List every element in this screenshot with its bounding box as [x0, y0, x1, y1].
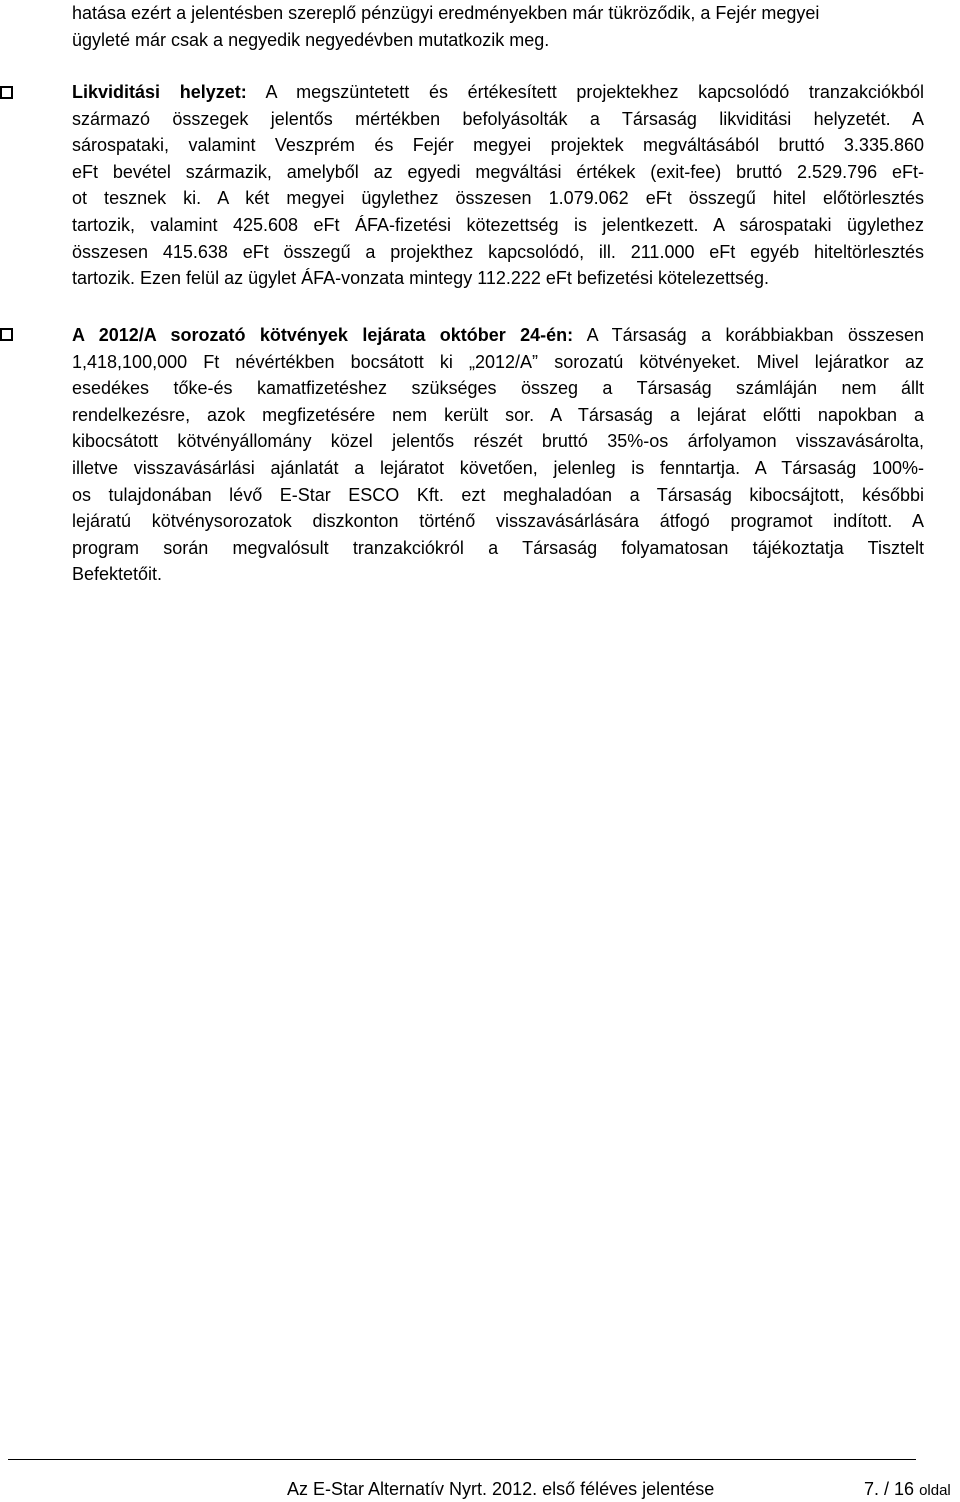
- liquidity-line-1: Likviditási helyzet: A megszüntetett és értékesített projektekhez kapcsolódó tranzakciókból: [72, 82, 924, 102]
- liquidity-line-6: tartozik, valamint 425.608 eFt ÁFA-fizetési kötezettség is jelentkezett. A sárospataki ügylethez: [72, 214, 924, 235]
- liquidity-line-7: összesen 415.638 eFt összegű a projekthez kapcsolódó, ill. 211.000 eFt egyéb hiteltörlesztés: [72, 241, 924, 262]
- bonds-line-4: rendelkezésre, azok megfizetésére nem került sor. A Társaság a lejárat előtti napokban a: [72, 404, 924, 425]
- footer-divider: [8, 1459, 916, 1460]
- bonds-line-10: Befektetőit.: [72, 564, 163, 585]
- bonds-line-1: A 2012/A sorozató kötvények lejárata október 24-én: A Társaság a korábbiakban összesen: [72, 325, 924, 345]
- bonds-line-2: 1,418,100,000 Ft névértékben bocsátott ki „2012/A” sorozatú kötvényeket. Mivel lejáratkor az: [72, 351, 924, 372]
- bonds-line-9: program során megvalósult tranzakciókról a Társaság folyamatosan tájékoztatja Tisztelt: [72, 537, 924, 558]
- bonds-line-8: lejáratú kötvénysorozatok diszkonton történő visszavásárlására átfogó programot indított. A: [72, 511, 924, 532]
- checkbox-bullet-icon: [0, 86, 13, 99]
- bonds-line-3: esedékes tőke-és kamatfizetéshez szükséges összeg a Társaság számláján nem állt: [72, 378, 924, 399]
- page-number: [864, 1478, 951, 1502]
- liquidity-line-3: sárospataki, valamint Veszprém és Fejér megyei projektek megváltásából bruttó 3.335.860: [72, 135, 924, 156]
- intro-paragraph: [72, 0, 924, 53]
- liquidity-line-8: tartozik. Ezen felül az ügylet ÁFA-vonzata mintegy 112.222 eFt befizetési kötelezettség.: [72, 268, 770, 289]
- intro-line-2: ügyleté már csak a negyedik negyedévben mutatkozik meg.: [72, 29, 550, 50]
- intro-line-1: hatása ezért a jelentésben szereplő pénzügyi eredményekben már tükröződik, a Fejér megyei: [72, 3, 820, 23]
- page-number-value: 7. / 16: [864, 1479, 915, 1499]
- checkbox-bullet-icon: [0, 328, 13, 341]
- liquidity-line-4: eFt bevétel származik, amelyből az egyedi megváltási értékek (exit-fee) bruttó 2.529.796 eFt-: [72, 161, 924, 182]
- bonds-line-7: os tulajdonában lévő E-Star ESCO Kft. ezt meghaladóan a Társaság kibocsájtott, későbbi: [72, 484, 924, 505]
- bonds-heading: A 2012/A sorozató kötvények lejárata október 24-én:: [72, 325, 574, 345]
- liquidity-paragraph: [72, 79, 924, 292]
- liquidity-heading: Likviditási helyzet:: [72, 82, 247, 102]
- bonds-line-6: illetve visszavásárlási ajánlatát a lejáratot követően, jelenleg is fenntartja. A Társaság 100%-: [72, 457, 924, 478]
- footer-report-title: Az E-Star Alternatív Nyrt. 2012. első féléves jelentése: [287, 1479, 715, 1499]
- bonds-line-5: kibocsátott kötvényállomány közel jelentős részét bruttó 35%-os árfolyamon visszavásárolta,: [72, 431, 924, 452]
- bonds-paragraph: [72, 322, 924, 588]
- liquidity-line-2: származó összegek jelentős mértékben befolyásolták a Társaság likviditási helyzetét. A: [72, 108, 924, 129]
- liquidity-line-5: ot tesznek ki. A két megyei ügylethez összesen 1.079.062 eFt összegű hitel előtörlesztés: [72, 188, 924, 209]
- page-number-word: oldal: [919, 1482, 951, 1499]
